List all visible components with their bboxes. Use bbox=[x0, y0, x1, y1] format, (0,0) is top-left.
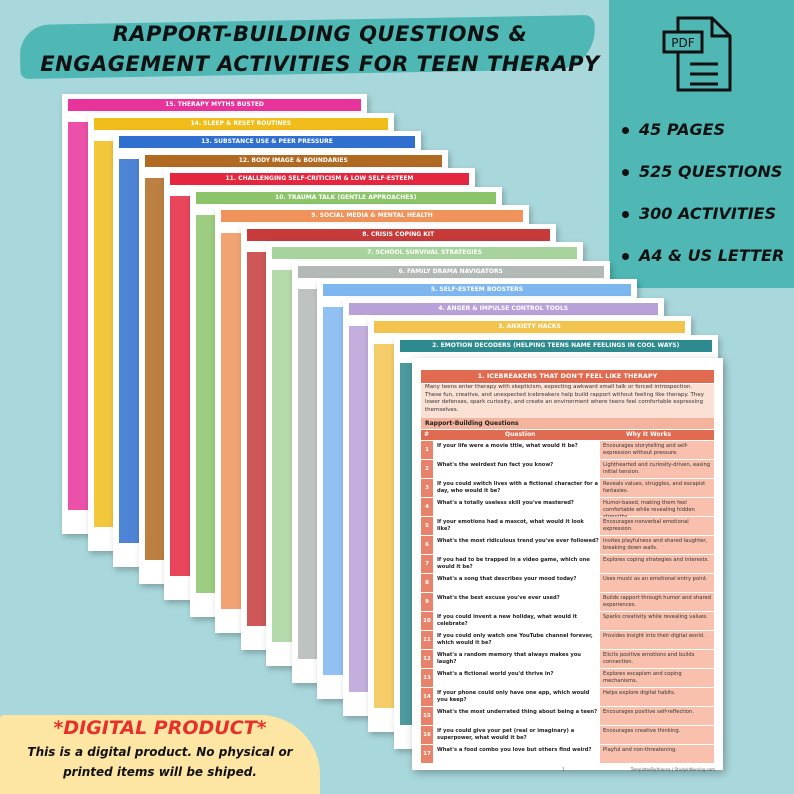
table-body bbox=[421, 441, 714, 764]
row-why: Reveals values, struggles, and escapist fantasies. bbox=[600, 479, 714, 497]
table-row bbox=[421, 707, 714, 726]
row-question: What's a fictional world you'd thrive in? bbox=[434, 669, 599, 687]
row-why: Explores escapism and coping mechanisms. bbox=[600, 669, 714, 687]
row-question: What's a song that describes your mood today? bbox=[434, 574, 599, 592]
row-why: Elicits positive emotions and builds connection. bbox=[600, 650, 714, 668]
digital-product-line-1: This is a digital product. No physical or bbox=[27, 745, 293, 759]
main-page-header: 1. ICEBREAKERS THAT DON'T FEEL LIKE THERAPY bbox=[421, 370, 714, 383]
row-why: Builds rapport through humor and shared experiences. bbox=[600, 593, 714, 611]
row-why: Explores coping strategies and interests. bbox=[600, 555, 714, 573]
stacked-page-title: 12. BODY IMAGE & BOUNDARIES bbox=[145, 155, 443, 167]
row-why: Playful and non-threatening. bbox=[600, 745, 714, 763]
row-question: What's the best excuse you've ever used? bbox=[434, 593, 599, 611]
table-row bbox=[421, 498, 714, 517]
row-why: Uses music as an emotional entry point. bbox=[600, 574, 714, 592]
row-number: 4 bbox=[421, 498, 433, 516]
table-row bbox=[421, 574, 714, 593]
row-number: 5 bbox=[421, 517, 433, 535]
row-question: What's a random memory that always makes you laugh? bbox=[434, 650, 599, 668]
table-row bbox=[421, 688, 714, 707]
stacked-page-title: 14. SLEEP & RESET ROUTINES bbox=[94, 118, 389, 130]
row-question: If you could invent a new holiday, what would it celebrate? bbox=[434, 612, 599, 630]
table-row bbox=[421, 650, 714, 669]
row-why: Humor-based, making them feel comfortable while revealing hidden bbox=[600, 498, 714, 516]
row-question: If you had to be trapped in a video game, which one would it be? bbox=[434, 555, 599, 573]
stacked-page-title: 10. TRAUMA TALK (GENTLE APPROACHES) bbox=[196, 192, 497, 204]
stacked-page-title: 2. EMOTION DECODERS (HELPING TEENS NAME FEELINGS IN COOL WAYS) bbox=[400, 340, 713, 352]
row-why: Encourages storytelling and self-expression without pressure. bbox=[600, 441, 714, 459]
row-why: Provides insight into their digital world. bbox=[600, 631, 714, 649]
row-question: What's the most underrated thing about being a teen? bbox=[434, 707, 599, 725]
stacked-page-title: 3. ANXIETY HACKS bbox=[374, 321, 685, 333]
table-row bbox=[421, 669, 714, 688]
feature-item-format: A4 & US LETTER bbox=[622, 246, 784, 265]
table-row bbox=[421, 441, 714, 460]
stacked-page-title: 13. SUBSTANCE USE & PEER PRESSURE bbox=[119, 136, 415, 148]
title-banner bbox=[20, 8, 610, 78]
stacked-page-title: 4. ANGER & IMPULSE CONTROL TOOLS bbox=[349, 303, 659, 315]
row-number: 17 bbox=[421, 745, 433, 763]
row-question: What's the weirdest fun fact you know? bbox=[434, 460, 599, 478]
stacked-page-title: 8. CRISIS COPING KIT bbox=[247, 229, 551, 241]
stacked-page-title: 7. SCHOOL SURVIVAL STRATEGIES bbox=[272, 247, 577, 259]
table-row bbox=[421, 536, 714, 555]
row-question: If you could give your pet (real or imaginary) a superpower, what would it be? bbox=[434, 726, 599, 744]
row-number: 10 bbox=[421, 612, 433, 630]
stacked-page-title: 5. SELF-ESTEEM BOOSTERS bbox=[323, 284, 631, 296]
row-why: Helps explore digital habits. bbox=[600, 688, 714, 706]
main-page bbox=[412, 358, 723, 770]
row-number: 16 bbox=[421, 726, 433, 744]
table-row bbox=[421, 517, 714, 536]
row-why: Encourages positive self-reflection. bbox=[600, 707, 714, 725]
table-row bbox=[421, 631, 714, 650]
row-number: 2 bbox=[421, 460, 433, 478]
stacked-page-title: 6. FAMILY DRAMA NAVIGATORS bbox=[298, 266, 605, 278]
title-line-1: RAPPORT-BUILDING QUESTIONS & bbox=[112, 22, 528, 46]
row-question: What's a totally useless skill you've mastered? bbox=[434, 498, 599, 516]
digital-product-note bbox=[0, 715, 320, 794]
row-question: If you could switch lives with a fictional character for a day, who would it be? bbox=[434, 479, 599, 497]
main-page-intro: Many teens enter therapy with skepticism, expecting awkward small talk or forced introspection. These fun, creative, and unexpected icebreakers help build rapport without feeling like therapy. They lower defenses, spark curiosity, and create an environment where teens feel comfortable expressing themselves. bbox=[421, 384, 714, 420]
digital-product-line-2: printed items will be shiped. bbox=[63, 765, 257, 779]
row-why: Invites playfulness and shared laughter, breaking down walls. bbox=[600, 536, 714, 554]
row-question: What's the most ridiculous trend you've ever followed? bbox=[434, 536, 599, 554]
pdf-file-icon bbox=[660, 14, 736, 96]
table-row bbox=[421, 555, 714, 574]
row-why: Encourages nonverbal emotional expression. bbox=[600, 517, 714, 535]
row-question: If you could only watch one YouTube channel forever, which would it be? bbox=[434, 631, 599, 649]
col-why-header: Why It Works bbox=[626, 431, 672, 438]
feature-item-questions: 525 QUESTIONS bbox=[622, 162, 782, 181]
table-row bbox=[421, 479, 714, 498]
stacked-page-title: 15. THERAPY MYTHS BUSTED bbox=[68, 99, 361, 111]
row-why: Lighthearted and curiosity-driven, easing initial tension. bbox=[600, 460, 714, 478]
col-number-header: # bbox=[424, 431, 430, 438]
credit: TemplatesByYoanna | StudyInNursing.com bbox=[630, 767, 715, 772]
row-number: 13 bbox=[421, 669, 433, 687]
title-line-2: ENGAGEMENT ACTIVITIES FOR TEEN THERAPY bbox=[40, 52, 600, 76]
table-row bbox=[421, 593, 714, 612]
stacked-page-title: 11. CHALLENGING SELF-CRITICISM & LOW SELF-ESTEEM bbox=[170, 173, 469, 185]
col-question-header: Question bbox=[505, 431, 536, 438]
row-number: 1 bbox=[421, 441, 433, 459]
row-why: Sparks creativity while revealing values. bbox=[600, 612, 714, 630]
row-question: If your phone could only have one app, which would you keep? bbox=[434, 688, 599, 706]
row-number: 3 bbox=[421, 479, 433, 497]
table-header bbox=[421, 430, 714, 440]
page-number: 1 bbox=[562, 767, 565, 772]
row-question: What's a food combo you love but others find weird? bbox=[434, 745, 599, 763]
row-why: Encourages creative thinking. bbox=[600, 726, 714, 744]
table-row bbox=[421, 460, 714, 479]
table-row bbox=[421, 726, 714, 745]
row-number: 7 bbox=[421, 555, 433, 573]
row-question: If your life were a movie title, what would it be? bbox=[434, 441, 599, 459]
row-number: 14 bbox=[421, 688, 433, 706]
row-number: 12 bbox=[421, 650, 433, 668]
row-number: 9 bbox=[421, 593, 433, 611]
pdf-label: PDF bbox=[671, 36, 695, 50]
row-number: 11 bbox=[421, 631, 433, 649]
main-page-subheader: Rapport-Building Questions bbox=[421, 418, 714, 429]
table-row bbox=[421, 612, 714, 631]
row-question: If your emotions had a mascot, what would it look like? bbox=[434, 517, 599, 535]
digital-product-title: *DIGITAL PRODUCT* bbox=[53, 717, 267, 739]
row-number: 8 bbox=[421, 574, 433, 592]
table-row bbox=[421, 745, 714, 764]
feature-item-pages: 45 PAGES bbox=[622, 120, 725, 139]
row-number: 15 bbox=[421, 707, 433, 725]
stacked-page-title: 9. SOCIAL MEDIA & MENTAL HEALTH bbox=[221, 210, 523, 222]
feature-item-activities: 300 ACTIVITIES bbox=[622, 204, 776, 223]
row-number: 6 bbox=[421, 536, 433, 554]
